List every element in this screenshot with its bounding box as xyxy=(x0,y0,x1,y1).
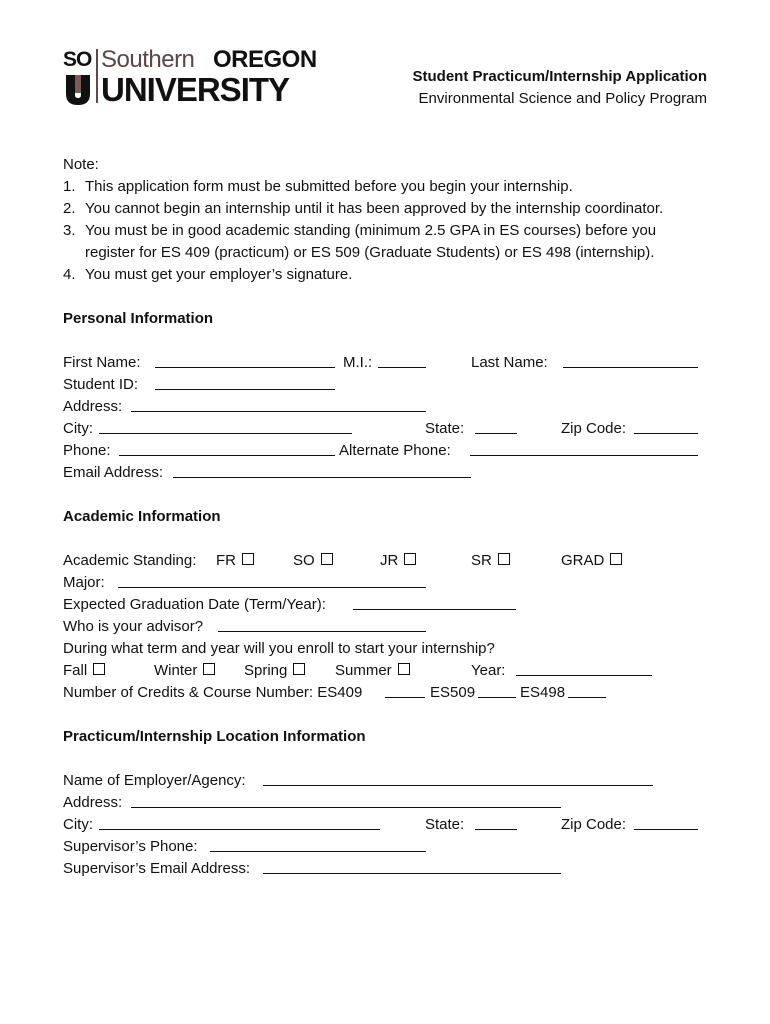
location-zip-field[interactable] xyxy=(634,814,698,830)
mi-label: M.I.: xyxy=(343,354,373,371)
location-city-row xyxy=(63,814,713,836)
phone-label: Phone: xyxy=(63,442,111,459)
email-label: Email Address: xyxy=(63,464,164,481)
university-logo xyxy=(63,46,319,108)
credits-label: Number of Credits & Course Number: ES409 xyxy=(63,684,363,701)
email-row xyxy=(63,462,713,484)
employer-label: Name of Employer/Agency: xyxy=(63,772,246,789)
fall-checkbox[interactable] xyxy=(93,663,105,675)
jr-checkbox[interactable] xyxy=(404,553,416,565)
standing-sr: SR xyxy=(471,550,510,572)
student-id-field[interactable] xyxy=(155,374,335,390)
location-address-label: Address: xyxy=(63,794,123,811)
phone-row xyxy=(63,440,713,462)
phone-field[interactable] xyxy=(119,440,335,456)
logo-university: UNIVERSITY xyxy=(101,71,290,108)
form-body xyxy=(63,154,713,880)
name-row xyxy=(63,352,713,374)
email-field[interactable] xyxy=(173,462,471,478)
year-label: Year: xyxy=(471,662,506,679)
summer-checkbox[interactable] xyxy=(398,663,410,675)
first-name-label: First Name: xyxy=(63,354,141,371)
standing-jr: JR xyxy=(380,550,416,572)
es509-label: ES509 xyxy=(430,684,476,701)
state-label: State: xyxy=(425,420,465,437)
employer-row xyxy=(63,770,713,792)
grad-date-label: Expected Graduation Date (Term/Year): xyxy=(63,596,326,613)
es409-field[interactable] xyxy=(385,682,425,698)
last-name-field[interactable] xyxy=(563,352,698,368)
first-name-field[interactable] xyxy=(155,352,335,368)
logo-oregon: OREGON xyxy=(213,46,317,73)
supervisor-email-row xyxy=(63,858,713,880)
address-label: Address: xyxy=(63,398,123,415)
supervisor-email-label: Supervisor’s Email Address: xyxy=(63,860,251,877)
major-row xyxy=(63,572,713,594)
advisor-row xyxy=(63,616,713,638)
location-heading: Practicum/Internship Location Information xyxy=(63,728,366,745)
standing-so: SO xyxy=(293,550,333,572)
city-label: City: xyxy=(63,420,93,437)
personal-heading: Personal Information xyxy=(63,310,214,327)
winter-checkbox[interactable] xyxy=(203,663,215,675)
credits-row xyxy=(63,682,713,704)
major-label: Major: xyxy=(63,574,105,591)
address-field[interactable] xyxy=(131,396,426,412)
note-item: 3. You must be in good academic standing (minimum 2.5 GPA in ES courses) before you register for ES 409 (practicum) or ES 509 (Graduate Students) or ES 498 (internship). xyxy=(63,222,657,261)
city-row xyxy=(63,418,713,440)
supervisor-email-field[interactable] xyxy=(263,858,561,874)
sr-checkbox[interactable] xyxy=(498,553,510,565)
academic-heading: Academic Information xyxy=(63,508,221,525)
grad-date-row xyxy=(63,594,713,616)
form-header xyxy=(413,66,707,110)
standing-label: Academic Standing: xyxy=(63,552,197,569)
term-summer: Summer xyxy=(335,660,410,682)
form-title: Student Practicum/Internship Application xyxy=(412,68,707,85)
student-id-row xyxy=(63,374,713,396)
note-item: 4. You must get your employer’s signature. xyxy=(63,266,353,283)
location-city-field[interactable] xyxy=(99,814,380,830)
es509-field[interactable] xyxy=(478,682,516,698)
term-fall: Fall xyxy=(63,660,105,682)
grad-checkbox[interactable] xyxy=(610,553,622,565)
last-name-label: Last Name: xyxy=(471,354,548,371)
logo-southern: Southern xyxy=(101,46,195,73)
student-id-label: Student ID: xyxy=(63,376,139,393)
address-row xyxy=(63,396,713,418)
standing-fr: FR xyxy=(216,550,254,572)
alt-phone-label: Alternate Phone: xyxy=(339,442,451,459)
spring-checkbox[interactable] xyxy=(293,663,305,675)
mi-field[interactable] xyxy=(378,352,426,368)
logo-u-icon xyxy=(64,75,92,105)
grad-date-field[interactable] xyxy=(353,594,516,610)
state-field[interactable] xyxy=(475,418,517,434)
logo-so: SO xyxy=(63,48,92,71)
advisor-label: Who is your advisor? xyxy=(63,618,204,635)
year-field[interactable] xyxy=(516,660,652,676)
term-winter: Winter xyxy=(154,660,215,682)
standing-grad: GRAD xyxy=(561,550,622,572)
city-field[interactable] xyxy=(99,418,352,434)
location-state-label: State: xyxy=(425,816,465,833)
standing-row xyxy=(63,550,713,572)
es498-field[interactable] xyxy=(568,682,606,698)
zip-field[interactable] xyxy=(634,418,698,434)
form-subtitle: Environmental Science and Policy Program xyxy=(418,90,707,107)
supervisor-phone-label: Supervisor’s Phone: xyxy=(63,838,198,855)
supervisor-phone-row xyxy=(63,836,713,858)
major-field[interactable] xyxy=(118,572,426,588)
location-city-label: City: xyxy=(63,816,93,833)
zip-label: Zip Code: xyxy=(561,420,627,437)
term-spring: Spring xyxy=(244,660,305,682)
location-zip-label: Zip Code: xyxy=(561,816,627,833)
note-item: 1. This application form must be submitted before you begin your internship. xyxy=(63,178,573,195)
location-state-field[interactable] xyxy=(475,814,517,830)
supervisor-phone-field[interactable] xyxy=(210,836,426,852)
location-address-row xyxy=(63,792,713,814)
fr-checkbox[interactable] xyxy=(242,553,254,565)
location-address-field[interactable] xyxy=(131,792,561,808)
so-checkbox[interactable] xyxy=(321,553,333,565)
logo-divider xyxy=(96,49,98,103)
note-heading: Note: xyxy=(63,156,99,173)
advisor-field[interactable] xyxy=(218,616,426,632)
term-question: During what term and year will you enroll to start your internship? xyxy=(63,640,495,657)
term-row xyxy=(63,660,713,682)
note-item: 2. You cannot begin an internship until it has been approved by the internship coordinator. xyxy=(63,200,664,217)
es498-label: ES498 xyxy=(520,684,566,701)
employer-field[interactable] xyxy=(263,770,653,786)
alt-phone-field[interactable] xyxy=(470,440,698,456)
note-list xyxy=(63,176,713,286)
